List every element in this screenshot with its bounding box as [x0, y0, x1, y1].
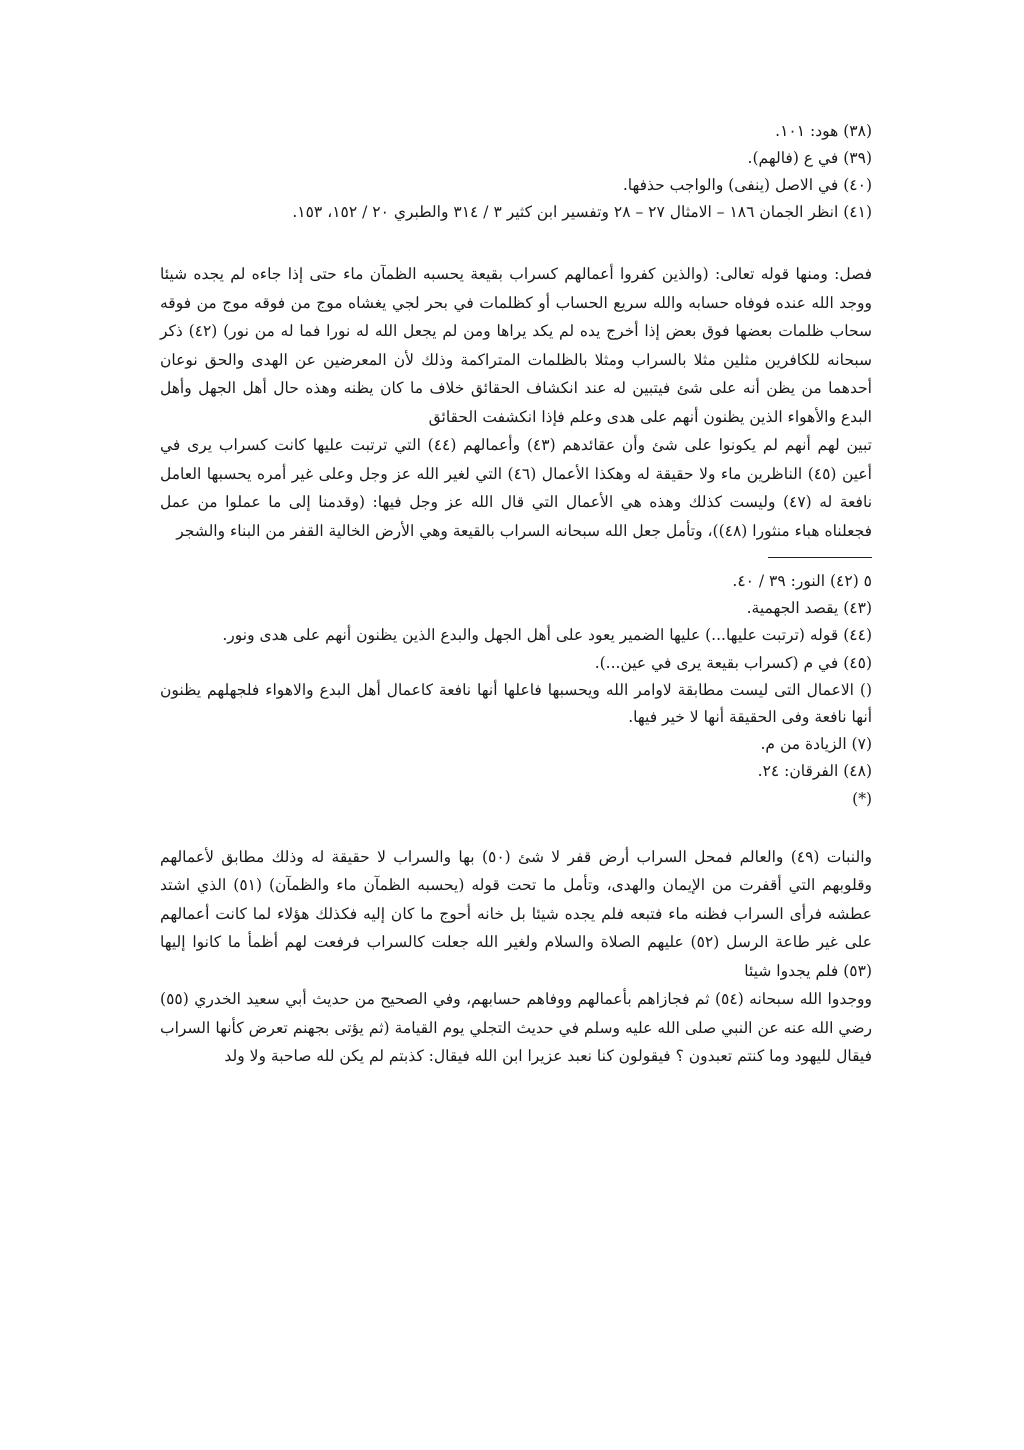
footnote-44: (٤٤) قوله (ترتبت عليها...) عليها الضمير يعود على أهل الجهل والبدع الذين يظنون أنهم على هدى ونور.: [222, 626, 872, 645]
top-footnotes: [160, 118, 872, 226]
footnote-41: (٤١) انظر الجمان ١٨٦ – الامثال ٢٧ – ٢٨ وتفسير ابن كثير ٣ / ٣١٤ والطبري ٢٠ / ١٥٢، ١٥٣.: [292, 203, 872, 221]
footnote-separator: [768, 557, 872, 558]
footnote-43: (٤٣) يقصد الجهمية.: [746, 599, 872, 618]
footnote-39: (٣٩) في ع (فالهم).: [747, 149, 872, 167]
middle-footnotes: [160, 568, 872, 813]
body-paragraph: والنبات (٤٩) والعالم فمحل السراب أرض قفر لا شئ (٥٠) بها والسراب لا حقيقة له وذلك مطابق لأعمالهم وقلوبهم التي أقفرت من الإيمان والهدى، وتأمل ما تحت قوله (يحسبه الظمآن ماء والظمآن) (٥١) الذي اشتد عطشه فرأى السراب فظنه ماء فتبعه فلم يجده شيئا بل خانه أحوج ما كان إليه فكذلك هؤلاء لما كانت أعمالهم على غير طاعة الرسل (٥٢) عليهم الصلاة والسلام ولغير الله جعلت كالسراب فرفعت لهم أظمأ ما كانوا إليها (٥٣) فلم يجدوا شيئا: [160, 847, 872, 980]
footnote-46: () الاعمال التى ليست مطابقة لاوامر الله ويحسبها فاعلها أنها نافعة كاعمال أهل البدع والاهواء فلجهلهم يظنون أنها نافعة وفى الحقيقة أنها لا خير فيها.: [160, 680, 872, 727]
body-paragraph: تبين لهم أنهم لم يكونوا على شئ وأن عقائدهم (٤٣) وأعمالهم (٤٤) التي ترتبت عليها كانت كسراب يرى في أعين (٤٥) الناظرين ماء ولا حقيقة له وهكذا الأعمال (٤٦) التي لغير الله عز وجل وعلى غير أمره يحسبها العامل نافعة له (٤٧) وليست كذلك وهذه هي الأعمال التي قال الله عز وجل فيها: (وقدمنا إلى ما عملوا من عمل فجعلناه هباء منثورا (٤٨))، وتأمل جعل الله سبحانه السراب بالقيعة وهي الأرض الخالية القفر من البناء والشجر: [160, 436, 873, 540]
footnote-asterisk: (*): [852, 789, 872, 808]
footnote-42: ٥ (٤٢) النور: ٣٩ / ٤٠.: [732, 572, 872, 590]
page-content: [160, 118, 872, 1071]
footnote-47: (٧) الزيادة من م.: [760, 735, 872, 754]
footnote-45: (٤٥) في م (كسراب بقيعة يرى في عين...).: [594, 653, 872, 672]
footnote-48: (٤٨) الفرقان: ٢٤.: [757, 762, 872, 781]
body-paragraph: ووجدوا الله سبحانه (٥٤) ثم فجازاهم بأعمالهم ووفاهم حسابهم، وفي الصحيح من حديث أبي سعيد الخدري (٥٥) رضي الله عنه عن النبي صلى الله عليه وسلم في حديث التجلي يوم القيامة (ثم يؤتى بجهنم تعرض كأنها السراب فيقال لليهود وما كنتم تعبدون ؟ فيقولون كنا نعبد عزيرا ابن الله فيقال: كذبتم لم يكن لله صاحبة ولا ولد: [160, 990, 873, 1066]
footnote-40: (٤٠) في الاصل (ينفى) والواجب حذفها.: [622, 176, 872, 194]
footnote-38: (٣٨) هود: ١٠١.: [775, 122, 872, 140]
body-paragraph: فصل: ومنها قوله تعالى: (والذين كفروا أعمالهم كسراب بقيعة يحسبه الظمآن ماء حتى إذا جاءه لم يجده شيئا ووجد الله عنده فوفاه حسابه والله سريع الحساب أو كظلمات في بحر لجي يغشاه موج من فوقه موج من فوقه سحاب ظلمات بعضها فوق بعض إذا أخرج يده لم يكد يراها ومن لم يجعل الله له نورا فما له من نور) (٤٢) ذكر سبحانه للكافرين مثلين مثلا بالسراب ومثلا بالظلمات المتراكمة وذلك لأن المعرضين عن الهدى والحق نوعان أحدهما من يظن أنه على شئ فيتبين له عند انكشاف الحقائق خلاف ما كان يظنه وهذه حال أهل الجهل وأهل البدع والأهواء الذين يظنون أنهم على هدى وعلم فإذا انكشفت الحقائق: [160, 265, 872, 426]
